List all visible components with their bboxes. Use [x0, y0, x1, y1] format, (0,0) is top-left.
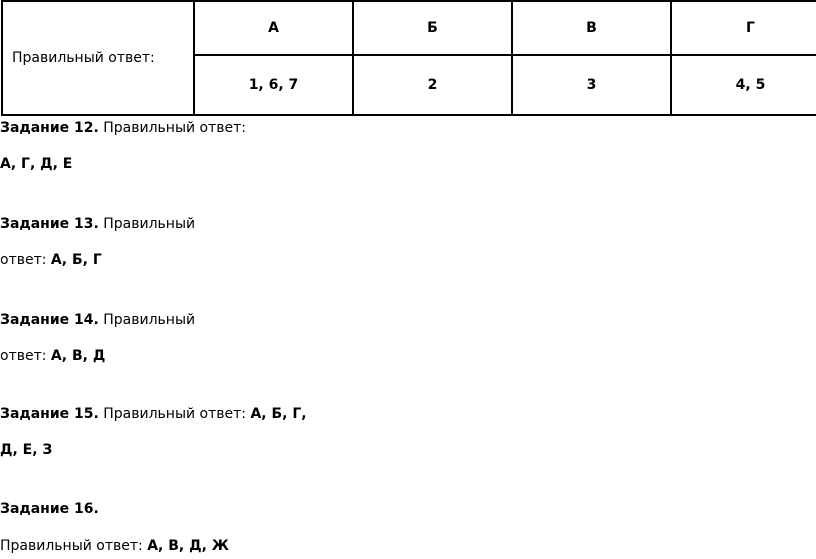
answer-table-header-row [2, 1, 816, 55]
task-12-title: Задание 12. [0, 120, 99, 136]
task-13-line1 [0, 215, 195, 233]
task-13-title: Задание 13. [0, 216, 99, 232]
task-13-prefix: ответ: [0, 252, 51, 268]
task-14-answer: А, В, Д [50, 348, 106, 364]
task-16-answer: А, В, Д, Ж [147, 538, 229, 554]
answer-table [1, 0, 816, 116]
answer-value-g: 4, 5 [671, 55, 816, 115]
answer-value-a: 1, 6, 7 [194, 55, 353, 115]
task-15-text: Правильный ответ: [98, 406, 251, 422]
task-16-title: Задание 16. [0, 501, 99, 517]
task-16-line1 [0, 500, 99, 518]
task-14-text: Правильный [98, 312, 196, 328]
task-14-title: Задание 14. [0, 312, 99, 328]
task-15-answer-part1: А, Б, Г, [250, 406, 307, 422]
task-14-line2 [0, 347, 105, 365]
task-13-text: Правильный [98, 216, 196, 232]
task-15-answer-part2: Д, Е, З [0, 442, 53, 458]
task-13-answer: А, Б, Г [50, 252, 102, 268]
task-12-line1 [0, 119, 246, 137]
task-16-prefix: Правильный ответ: [0, 538, 148, 554]
answer-header-a: А [194, 1, 353, 55]
task-15-line2 [0, 441, 52, 459]
task-16-line2 [0, 537, 229, 555]
answer-value-b: 2 [353, 55, 512, 115]
answer-value-v: 3 [512, 55, 671, 115]
task-14-line1 [0, 311, 195, 329]
answer-label-cell: Правильный ответ: [2, 1, 194, 115]
answer-header-g: Г [671, 1, 816, 55]
task-12-answer: А, Г, Д, Е [0, 156, 73, 172]
task-15-line1 [0, 405, 307, 423]
task-12-line2 [0, 155, 72, 173]
task-13-line2 [0, 251, 102, 269]
task-15-title: Задание 15. [0, 406, 99, 422]
answer-header-b: Б [353, 1, 512, 55]
answer-header-v: В [512, 1, 671, 55]
task-12-text: Правильный ответ: [98, 120, 247, 136]
task-14-prefix: ответ: [0, 348, 51, 364]
